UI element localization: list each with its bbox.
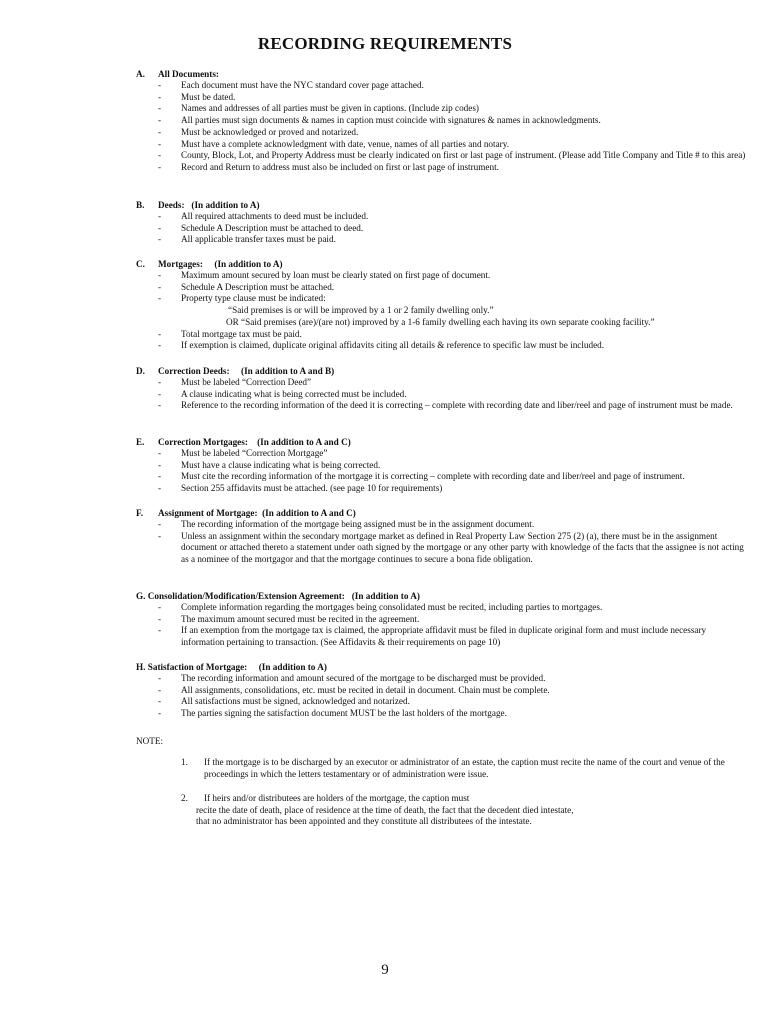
- section-title: All Documents:: [158, 69, 219, 79]
- section-e: [0, 436, 770, 495]
- list-item: - Schedule A Description must be attached to deed.: [158, 222, 364, 233]
- note-label: NOTE:: [136, 736, 164, 746]
- list-item: - Must have a complete acknowledgment with date, venue, names of all parties and notary.: [158, 138, 510, 149]
- section-title: Correction Mortgages: (In addition to A and C): [158, 437, 351, 447]
- list-item: - The recording information of the mortgage being assigned must be in the assignment document.: [158, 519, 535, 529]
- list-item: - Must be labeled “Correction Mortgage”: [158, 448, 328, 458]
- list-item: - Must have a clause indicating what is being corrected.: [158, 459, 381, 470]
- section-title: Deeds: (In addition to A): [158, 200, 260, 210]
- section-heading: [0, 436, 770, 448]
- list-item: - County, Block, Lot, and Property Address must be clearly indicated on first or last page of instrument. (Please add Title Company and Title # to this area): [158, 150, 746, 161]
- section-letter: F.: [136, 508, 144, 518]
- section-g: [0, 590, 770, 649]
- list-item: - The maximum amount secured must be recited in the agreement.: [158, 613, 420, 624]
- section-title: Mortgages: (In addition to A): [158, 259, 283, 269]
- list-item: - The parties signing the satisfaction document MUST be the last holders of the mortgage.: [158, 708, 507, 719]
- list-item: - Must be acknowledged or proved and notarized.: [158, 126, 359, 137]
- list-item: - All satisfactions must be signed, acknowledged and notarized.: [158, 696, 410, 707]
- list-item: - All applicable transfer taxes must be paid.: [158, 234, 336, 245]
- note-item: [0, 793, 770, 828]
- note-text: If the mortgage is to be discharged by an executor or administrator of an estate, the caption must recite the name of the court and venue of the proceedings in which the letters testamentary or of administration were issue.: [204, 757, 725, 779]
- section-title: H. Satisfaction of Mortgage: (In addition to A): [136, 662, 327, 672]
- list-item: - Record and Return to address must also be included on first or last page of instrument.: [158, 161, 499, 172]
- list-item: - Total mortgage tax must be paid.: [158, 328, 302, 339]
- list-item: - All required attachments to deed must be included.: [158, 211, 369, 221]
- section-f: [0, 507, 770, 566]
- list-item: - Section 255 affidavits must be attached. (see page 10 for requirements): [158, 483, 443, 494]
- list-item: - Names and addresses of all parties must be given in captions. (Include zip codes): [158, 103, 479, 114]
- section-title: Correction Deeds: (In addition to A and B): [158, 366, 335, 376]
- list-item: - Schedule A Description must be attached.: [158, 281, 335, 292]
- list-item: - Must be labeled “Correction Deed”: [158, 377, 312, 387]
- clause-option: OR “Said premises (are)/(are not) improved by a 1-6 family dwelling each having its own separate cooking facility.”: [226, 316, 655, 327]
- list-item: - Property type clause must be indicated:: [158, 293, 326, 304]
- list-item: - Complete information regarding the mortgages being consolidated must be recited, including parties to mortgages.: [158, 602, 603, 612]
- section-heading: [0, 365, 770, 377]
- section-a: [0, 68, 770, 174]
- section-heading: [0, 68, 770, 80]
- list-item: - If an exemption from the mortgage tax is claimed, the appropriate affidavit must be filed in duplicate original form and must include necessary information pertaining to transaction. (See Affidavits & their requirements on page 10): [158, 625, 707, 648]
- section-d: [0, 365, 770, 412]
- section-heading: [0, 507, 770, 519]
- section-heading: [0, 258, 770, 270]
- list-item: - Must be dated.: [158, 91, 236, 102]
- list-item: - Unless an assignment within the secondary mortgage market as defined in Real Property Law Section 275 (2) (a), there must be in the assignment document or attached thereto a statement under oath signed by the mortgage or any other party with knowledge of the facts that the assignee is not acting as a nominee of the mortgagor and that the mortgage continues to secure a bona fide obligation.: [158, 530, 744, 565]
- note-number: 2.: [181, 793, 188, 803]
- section-title: Assignment of Mortgage: (In addition to A and C): [158, 508, 356, 518]
- section-letter: D.: [136, 366, 145, 376]
- section-title: G. Consolidation/Modification/Extension Agreement: (In addition to A): [136, 591, 420, 601]
- note-item: [0, 757, 770, 780]
- note-number: 1.: [181, 757, 188, 767]
- list-item: - Must cite the recording information of the mortgage it is correcting – complete with recording date and liber/reel and page of instrument.: [158, 471, 685, 482]
- list-item: - Maximum amount secured by loan must be clearly stated on first page of document.: [158, 270, 491, 280]
- section-letter: A.: [136, 69, 145, 79]
- section-c: [0, 258, 770, 352]
- section-h: [0, 661, 770, 720]
- clause-option: “Said premises is or will be improved by a 1 or 2 family dwelling only.”: [228, 305, 494, 316]
- list-item: - Reference to the recording information of the deed it is correcting – complete with recording date and liber/reel and page of instrument must be made.: [158, 400, 733, 411]
- section-heading: [0, 199, 770, 211]
- note-text-first-line: If heirs and/or distributees are holders of the mortgage, the caption must: [204, 793, 470, 803]
- note-text-continuation: recite the date of death, place of residence at the time of death, the fact that the decedent died intestate, that no administrator has been appointed and they constitute all distributees of the intestate.: [196, 804, 574, 827]
- page-number: 9: [381, 962, 389, 978]
- list-item: - The recording information and amount secured of the mortgage to be discharged must be provided.: [158, 673, 546, 683]
- section-heading: [0, 590, 770, 602]
- list-item: - All assignments, consolidations, etc. must be recited in detail in document. Chain must be complete.: [158, 684, 550, 695]
- section-b: [0, 199, 770, 246]
- section-letter: B.: [136, 200, 145, 210]
- section-letter: E.: [136, 437, 145, 447]
- list-item: - All parties must sign documents & names in caption must coincide with signatures & names in acknowledgments.: [158, 115, 601, 126]
- list-item: - If exemption is claimed, duplicate original affidavits citing all details & reference to specific law must be included.: [158, 340, 605, 351]
- list-item: - A clause indicating what is being corrected must be included.: [158, 388, 407, 399]
- section-heading: [0, 661, 770, 673]
- section-letter: C.: [136, 259, 145, 269]
- list-item: - Each document must have the NYC standard cover page attached.: [158, 80, 424, 90]
- page-title: RECORDING REQUIREMENTS: [257, 34, 513, 53]
